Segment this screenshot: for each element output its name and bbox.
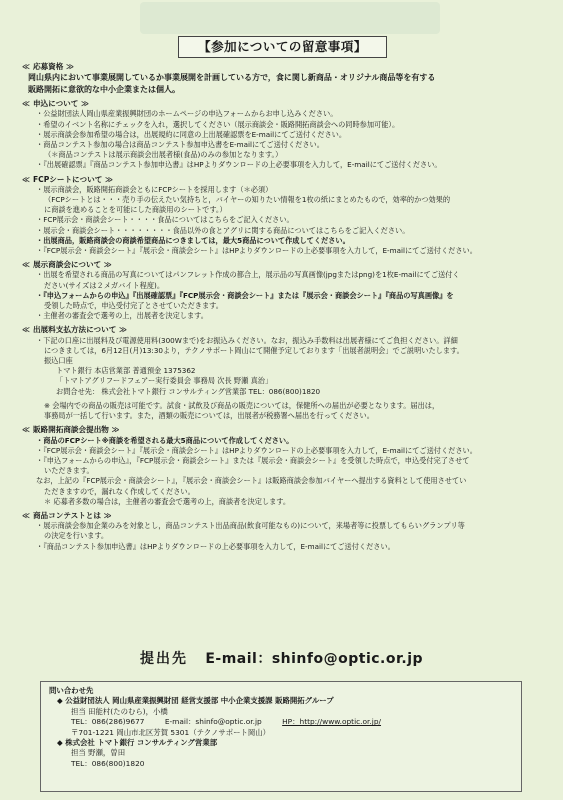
section-line: ・展示会・商談会シート・・・・・・・・食品以外の食とアグリに関する商品についてはこちらをご記入ください。 — [36, 225, 410, 235]
section-marker-open: ≪ — [22, 260, 30, 270]
section-line: ・『FCP展示会・商談会シート』『展示会・商談会シート』はHPよりダウンロードの上必要事項を入力して，E-mailにてご送付ください。 — [36, 445, 477, 455]
contact-address: 〒701-1221 岡山市北区芳賀 5301（テクノサポート岡山） — [71, 727, 271, 737]
section-marker-close: ≫ — [101, 510, 112, 520]
section-0 — [22, 62, 544, 95]
section-heading-text: FCPシートについて — [32, 174, 103, 184]
section-5 — [22, 401, 544, 421]
section-heading-text: 展示商談会について — [32, 260, 102, 270]
submit-email[interactable]: E-mail：shinfo@optic.or.jp — [205, 651, 424, 667]
section-marker-close: ≫ — [116, 325, 127, 335]
section-line: ・出展商品，販路商談会の商談希望商品につきましては，最大5商品について作成してください。 — [36, 235, 350, 245]
section-7 — [22, 511, 544, 552]
section-line: ・商品のFCPシート※商談を希望される最大5商品について作成してください。 — [36, 435, 294, 445]
section-marker-open: ≪ — [22, 174, 30, 184]
section-line: ただきますので，漏れなく作成してください。 — [44, 486, 195, 496]
section-line: ・『出展確認票』『商品コンテスト参加申込書』はHPよりダウンロードの上必要事項を入力して，E-mailにてご送付ください。 — [36, 160, 442, 170]
contact-tel-2: TEL：086(800)1820 — [71, 758, 145, 768]
section-marker-open: ≪ — [22, 325, 30, 335]
contact-tel-row — [49, 717, 513, 727]
section-heading — [22, 260, 544, 270]
section-heading — [22, 175, 544, 185]
section-heading — [22, 99, 544, 109]
section-line: トマト銀行 本店営業部 普通預金 1375362 — [56, 366, 196, 376]
contact-tel-1: TEL：086(286)9677 — [71, 717, 145, 727]
section-line: ・商品コンテスト参加の場合は商品コンテスト参加申込書をE-mailにてご送付ください。 — [36, 140, 324, 150]
section-line: 振込口座 — [44, 356, 73, 366]
contact-heading: 問い合わせ先 — [49, 686, 94, 695]
section-line: ・公益財団法人岡山県産業振興財団のホームページの申込フォームからお申し込みください。 — [36, 109, 338, 119]
section-line: （＊商品コンテストは展示商談会出展者様(食品)のみの参加となります。） — [44, 150, 283, 160]
section-line: ・『商品コンテスト参加申込書』はHPよりダウンロードの上必要事項を入力して，E-mailにてご送付ください。 — [36, 541, 395, 551]
section-line: 販路開拓に意欲的な中小企業または個人。 — [28, 84, 180, 94]
section-marker-close: ≫ — [102, 174, 113, 184]
contact-email-1[interactable]: E-mail：shinfo@optic.or.jp — [164, 717, 262, 727]
section-line: ・展示商談会，販路開拓商談会ともにFCPシートを採用します（＊必須） — [36, 184, 273, 194]
submit-label: 提出先 — [139, 651, 188, 667]
section-line: に商談を進めることを可能にした商談用のシートです。） — [44, 205, 227, 215]
section-line: 受領した時点で，申込受付完了とさせていただきます。 — [44, 301, 223, 311]
contact-hp-link[interactable]: HP：http://www.optic.or.jp/ — [282, 717, 382, 727]
section-line: ・下記の口座に出展料及び電源使用料(300Wまで)をお振込みください。なお，振込み手数料は出展者様にてご負担ください。詳細 — [36, 335, 458, 345]
section-4 — [22, 325, 544, 396]
section-line: 事務局が一括して行います。また，酒類の販売については，出展者が税務署へ届出を行ってください。 — [44, 411, 374, 421]
section-line: ・FCP展示会・商談会シート・・・・食品についてはこちらをご記入ください。 — [36, 215, 294, 225]
section-line: につきましては，6月12日(月)13:30より，テクノサポート岡山にて開催予定しております「出展者説明会」でご説明いたします。 — [44, 345, 464, 355]
section-3 — [22, 260, 544, 321]
section-marker-close: ≫ — [78, 99, 89, 109]
section-line: ・希望のイベント名称にチェックを入れ，選択してください（展示商談会・販路開拓商談会への同時参加可能）。 — [36, 119, 400, 129]
section-2 — [22, 175, 544, 257]
section-marker-close: ≫ — [101, 260, 112, 270]
section-heading — [22, 62, 544, 72]
contact-box — [40, 681, 522, 792]
section-heading-text: 販路開拓商談会提出物 — [32, 425, 109, 435]
section-line: の決定を行います。 — [44, 531, 109, 541]
section-heading-text: 出展料支払方法について — [32, 325, 117, 335]
section-line: なお，上記の『FCP展示会・商談会シート』，『展示会・商談会シート』は販路商談会参加バイヤーへ提出する資料として使用させてい — [36, 476, 467, 486]
section-heading — [22, 425, 544, 435]
section-marker-open: ≪ — [22, 425, 30, 435]
section-marker-close: ≫ — [108, 425, 120, 435]
section-heading-text: 申込について — [32, 99, 79, 109]
section-line: ・出展を希望される商品の写真についてはパンフレット作成の都合上，展示品の写真画像(jpgまたはpng)を1枚E-mailにてご送付く — [36, 270, 460, 280]
section-marker-open: ≪ — [22, 62, 30, 71]
section-line: いただきます。 — [44, 466, 94, 476]
notes-content — [22, 62, 544, 556]
section-line: ※ 会場内での商品の販売は可能です。試食・試飲及び商品の販売については，保健所への届出が必要となります。届出は， — [44, 400, 440, 410]
section-line: ・主催者の審査会で選考の上，出展者を決定します。 — [36, 311, 208, 321]
contact-org-1: ◆ 公益財団法人 岡山県産業振興財団 経営支援部 中小企業支援課 販路開拓グループ — [57, 696, 334, 706]
section-line: 「トマトアグリフードフェアー実行委員会 事務局 次長 野瀬 真治」 — [56, 376, 273, 386]
faded-header-band — [140, 2, 440, 34]
section-marker-open: ≪ — [22, 510, 30, 520]
section-marker-open: ≪ — [22, 99, 30, 109]
section-heading — [22, 325, 544, 335]
submit-destination — [0, 648, 563, 668]
contact-org-2: ◆ 株式会社 トマト銀行 コンサルティング営業部 — [57, 738, 218, 748]
contact-person-1: 担当 田能村(たのむら)，小橋 — [71, 706, 168, 716]
section-6 — [22, 425, 544, 507]
section-heading-text: 応募資格 — [32, 62, 64, 71]
section-line: ・展示商談会参加企業のみを対象とし，商品コンテスト出品商品(飲食可能なもの)について，来場者等に投票してもらいグランプリ等 — [36, 521, 465, 531]
section-line: お問合せ先： 株式会社トマト銀行 コンサルティング営業部 TEL：086(800)1820 — [56, 386, 321, 396]
section-heading-text: 商品コンテストとは — [32, 510, 101, 520]
section-line: ださい(サイズは２メガバイト程度)。 — [44, 280, 165, 290]
contact-person-2: 担当 野瀬，曽田 — [71, 748, 126, 758]
section-line: ・『申込フォームからの申込』，『FCP展示会・商談会シート』または『展示会・商談会シート』を受領した時点で，申込受付完了させて — [36, 455, 470, 465]
section-1 — [22, 99, 544, 170]
section-line: （FCPシートとは・・・売り手の伝えたい気持ちと，バイヤーの知りたい情報を1枚の紙にまとめたもので，効率的かつ効果的 — [44, 195, 451, 205]
section-line: ・展示商談会参加希望の場合は，出展規約に同意の上出展確認票をE-mailにてご送付ください。 — [36, 129, 347, 139]
section-heading — [22, 511, 544, 521]
page-title: 【参加についての留意事項】 — [178, 36, 387, 58]
section-line: ・『申込フォームからの申込』『出展確認票』『FCP展示会・商談会シート』または『展示会・商談会シート』『商品の写真画像』を — [36, 290, 454, 300]
section-line: 岡山県内において事業展開しているか事業展開を計画している方で，食に関し新商品・オリジナル商品等を有する — [28, 73, 436, 83]
section-marker-close: ≫ — [63, 62, 74, 71]
section-line: ＊ 応募者多数の場合は，主催者の審査会で選考の上，商談者を決定します。 — [44, 496, 291, 506]
section-line: ・『FCP展示会・商談会シート』『展示会・商談会シート』はHPよりダウンロードの上必要事項を入力して，E-mailにてご送付ください。 — [36, 246, 477, 256]
